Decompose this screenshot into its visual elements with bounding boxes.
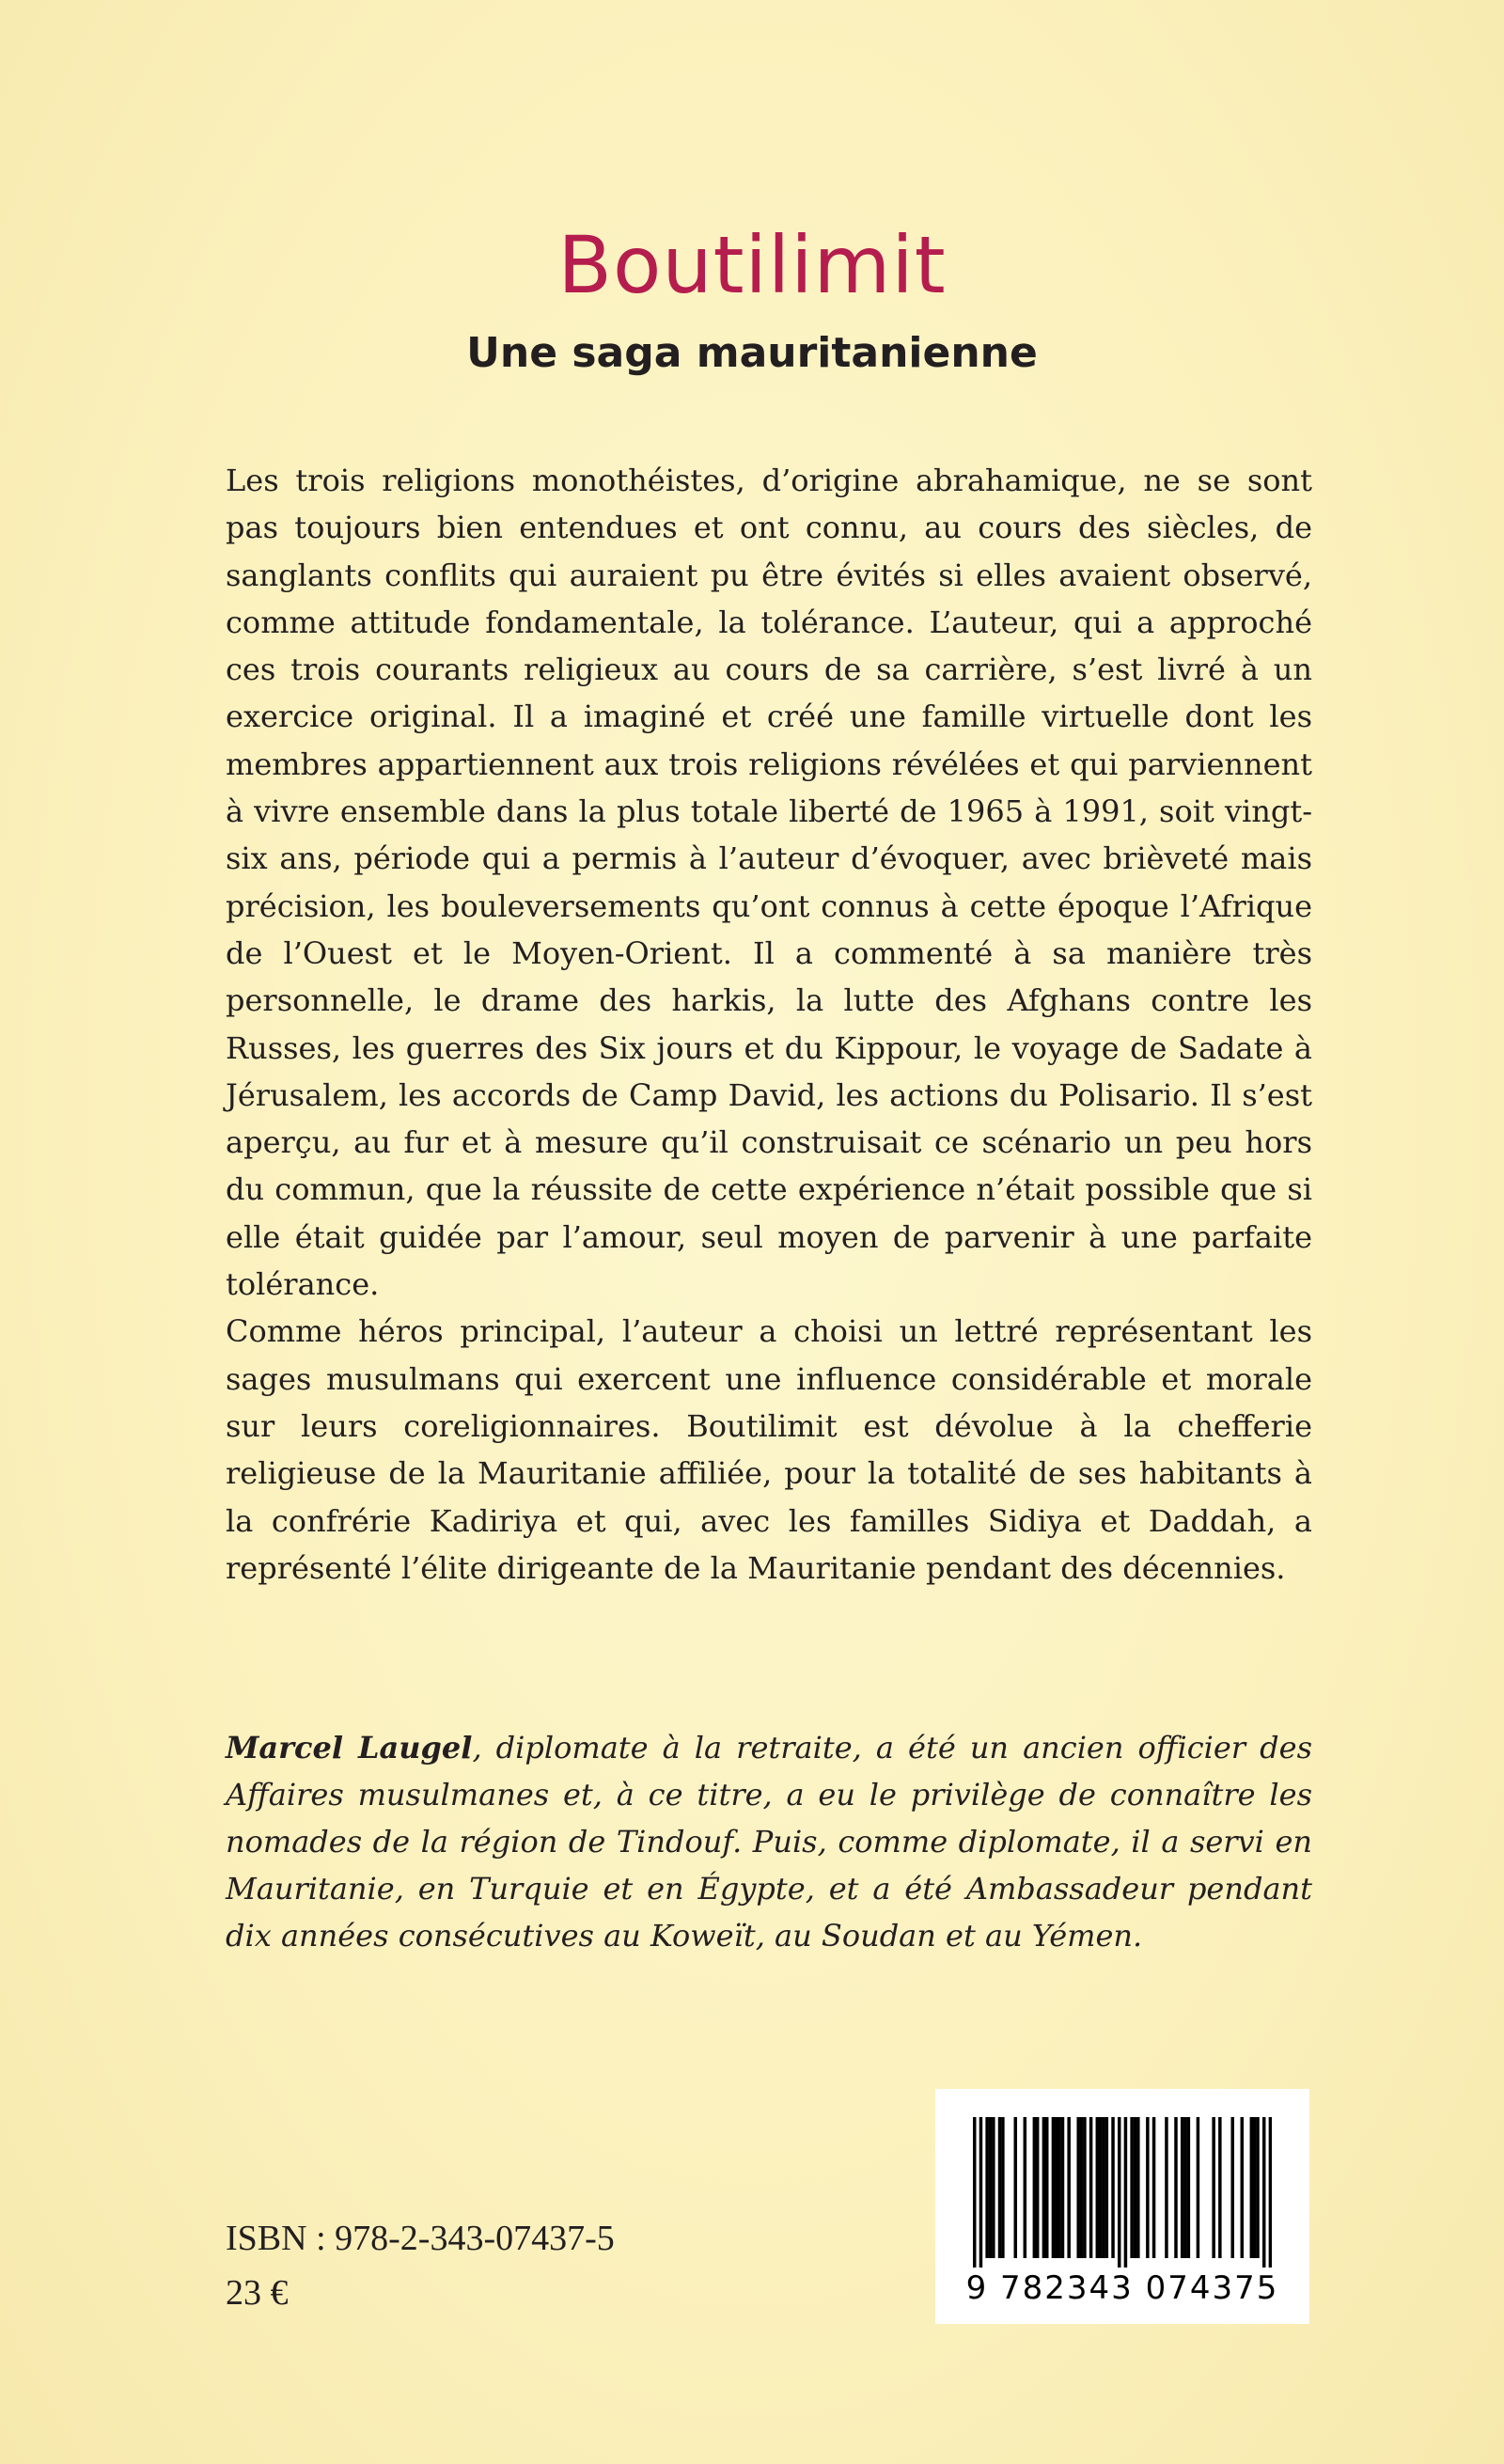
barcode-bar xyxy=(1124,2117,1128,2268)
barcode-bar xyxy=(973,2117,977,2268)
barcode-bar xyxy=(1061,2117,1065,2258)
barcode-bars xyxy=(973,2117,1272,2268)
barcode-bar xyxy=(992,2117,995,2258)
barcode-bar xyxy=(1105,2117,1109,2258)
barcode-bar xyxy=(1152,2117,1156,2258)
price: 23 € xyxy=(226,2273,289,2313)
barcode-bar xyxy=(1250,2117,1254,2258)
barcode-bar xyxy=(1055,2117,1058,2258)
author-bio-text: , diplomate à la retraite, a été un ancien officier des Affaires musulmanes et, à ce titre, a eu le privilège de connaître les nomades de la région de Tindouf. Puis, comme diplomate, il a servi en Mauritanie, en Turquie et en Égypte, et a été Ambassadeur pendant dix années consécutives au Koweït, au Soudan et au Yémen. xyxy=(226,1730,1313,1954)
barcode-bar xyxy=(1262,2117,1266,2268)
barcode-bar xyxy=(985,2117,989,2258)
barcode-bar xyxy=(1001,2117,1005,2258)
barcode-bar xyxy=(989,2117,993,2258)
barcode-bar xyxy=(1253,2117,1257,2258)
barcode-bar xyxy=(1033,2117,1037,2258)
barcode-bar xyxy=(1045,2117,1049,2258)
barcode-bar xyxy=(1241,2117,1245,2258)
barcode-bar xyxy=(1099,2117,1103,2258)
book-subtitle: Une saga mauritanienne xyxy=(466,329,1038,377)
barcode-bar xyxy=(998,2117,1002,2258)
barcode-bar xyxy=(1042,2117,1046,2258)
synopsis-paragraph: Les trois religions monothéistes, d’origine abrahamique, ne se sont pas toujours bien entendues et ont connu, au cours des siècles, de sanglants conflits qui auraient pu être évités si elles avaient observé, comme attitude fondamentale, la tolérance. L’auteur, qui a approché ces trois courants religieux au cours de sa carrière, s’est livré à un exercice original. Il a imaginé et créé une famille virtuelle dont les membres appartiennent aux trois religions révélées et qui parviennent à vivre ensemble dans la plus totale liberté de 1965 à 1991, soit vingt-six ans, période qui a permis à l’auteur d’évoquer, avec brièveté mais précision, les bouleversements qu’ont connus à cette époque l’Afrique de l’Ouest et le Moyen-Orient. Il a commenté à sa manière très personnelle, le drame des harkis, la lutte des Afghans contre les Russes, les guerres des Six jours et du Kippour, le voyage de Sadate à Jérusalem, les accords de Camp David, les actions du Polisario. Il s’est aperçu, au fur et à mesure qu’il construisait ce scénario un peu hors du commun, que la réussite de cette expérience n’était possible que si elle était guidée par l’amour, seul moyen de parvenir à une parfaite tolérance. xyxy=(226,463,1312,1303)
isbn: ISBN : 978-2-343-07437-5 xyxy=(226,2219,615,2258)
barcode-bar xyxy=(1136,2117,1140,2258)
barcode-bar xyxy=(1058,2117,1061,2258)
barcode-bar xyxy=(1197,2117,1200,2258)
barcode-bar xyxy=(1067,2117,1071,2258)
author-bio xyxy=(226,1724,1312,1959)
barcode-digits: 9 782343 074375 xyxy=(965,2269,1279,2307)
barcode-bar xyxy=(1181,2117,1184,2258)
barcode-bar xyxy=(1014,2117,1018,2258)
barcode-bar xyxy=(1052,2117,1056,2258)
barcode-bar xyxy=(1230,2117,1234,2258)
barcode-bar xyxy=(1036,2117,1040,2258)
barcode-bar xyxy=(1256,2117,1260,2258)
barcode-bar xyxy=(1111,2117,1115,2258)
barcode-bar xyxy=(1024,2117,1027,2258)
barcode-bar xyxy=(1102,2117,1105,2258)
barcode-bar xyxy=(1096,2117,1100,2258)
barcode-bar xyxy=(1134,2117,1137,2258)
barcode-bar xyxy=(1187,2117,1191,2258)
barcode-bar xyxy=(1076,2117,1080,2258)
barcode-bar xyxy=(1269,2117,1272,2268)
synopsis xyxy=(226,457,1312,1592)
synopsis-paragraph: Comme héros principal, l’auteur a choisi un lettré représentant les sages musulmans qui exercent une influence considérable et morale sur leurs coreligionnaires. Boutilimit est dévolue à la chefferie religieuse de la Mauritanie affiliée, pour la totalité de ses habitants à la confrérie Kadiriya et qui, avec les familles Sidiya et Daddah, a représenté l’élite dirigeante de la Mauritanie pendant des décennies. xyxy=(226,1313,1312,1586)
barcode-bar xyxy=(1146,2117,1150,2258)
barcode-bar xyxy=(1165,2117,1168,2258)
barcode-bar xyxy=(1212,2117,1215,2258)
barcode-bar xyxy=(1089,2117,1093,2258)
barcode xyxy=(935,2089,1309,2324)
barcode-bar xyxy=(1183,2117,1187,2258)
author-name: Marcel Laugel xyxy=(226,1730,473,1766)
barcode-bar xyxy=(1080,2117,1084,2258)
barcode-bar xyxy=(1083,2117,1087,2258)
barcode-bar xyxy=(979,2117,983,2268)
barcode-bar xyxy=(1174,2117,1178,2258)
barcode-bar xyxy=(1218,2117,1222,2258)
barcode-bar xyxy=(1118,2117,1121,2268)
barcode-bar xyxy=(1130,2117,1134,2258)
book-title: Boutilimit xyxy=(557,219,947,311)
